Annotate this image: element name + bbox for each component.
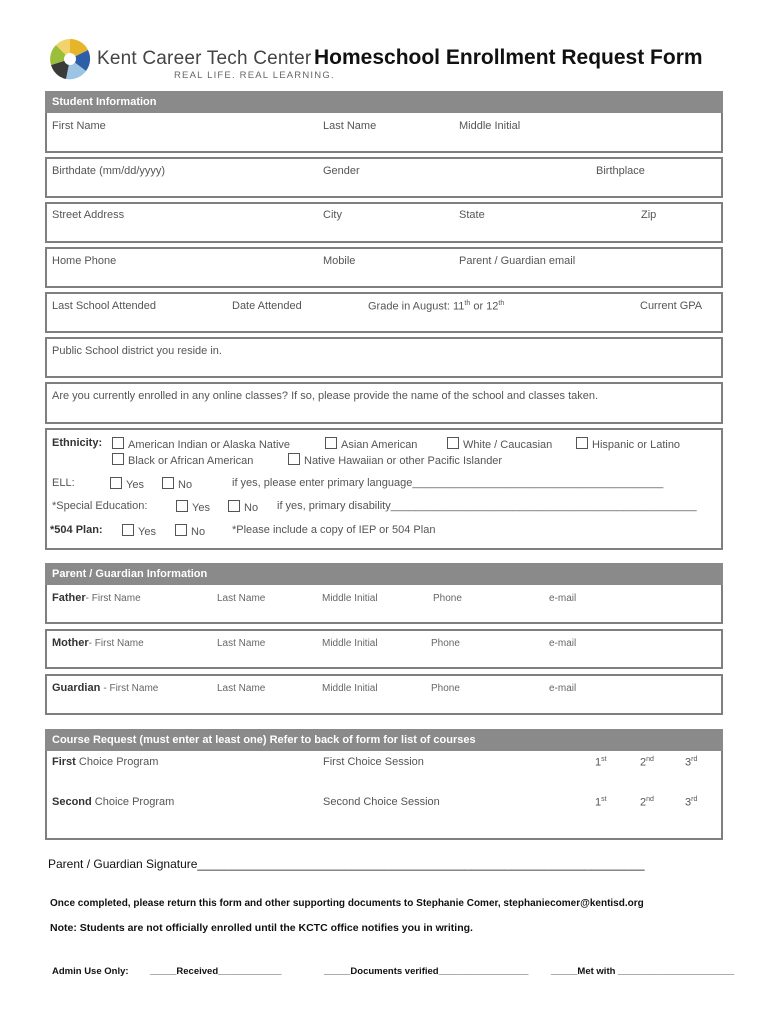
logo-tagline: REAL LIFE. REAL LEARNING. [174, 70, 335, 81]
online-classes-box[interactable] [45, 382, 723, 424]
mother-last-name: Last Name [217, 638, 266, 649]
sped-yes[interactable]: Yes [176, 500, 210, 514]
sped-no[interactable]: No [228, 500, 258, 514]
ethnicity-label: Ethnicity: [52, 437, 103, 449]
guardian-field-box[interactable] [45, 674, 723, 715]
mother-label: Mother- First Name [52, 637, 144, 649]
logo-name: Kent Career Tech Center [97, 48, 312, 69]
enrollment-note: Note: Students are not officially enrolled until the KCTC office notifies you in writing. [50, 922, 473, 934]
sped-disability-line[interactable]: if yes, primary disability__________________________________________________ [277, 500, 697, 512]
course-request-header: Course Request (must enter at least one) Refer to back of form for list of courses [45, 729, 723, 751]
guardian-label: Guardian - First Name [52, 682, 159, 694]
eth-pacific[interactable]: Native Hawaiian or other Pacific Islander [288, 453, 502, 467]
plan504-no[interactable]: No [175, 524, 205, 538]
district-label: Public School district you reside in. [52, 345, 222, 357]
guardian-middle-initial: Middle Initial [322, 683, 378, 694]
district-field-box[interactable] [45, 337, 723, 378]
parent-email-label: Parent / Guardian email [459, 255, 576, 267]
eth-hispanic[interactable]: Hispanic or Latino [576, 437, 680, 451]
zip-label: Zip [641, 209, 657, 221]
mobile-label: Mobile [323, 255, 356, 267]
checkbox[interactable] [162, 477, 174, 489]
state-label: State [459, 209, 485, 221]
gender-label: Gender [323, 165, 360, 177]
first-session-3rd[interactable]: 3rd [685, 756, 698, 769]
plan504-label: *504 Plan: [50, 524, 103, 536]
name-field-box[interactable] [45, 113, 723, 153]
grade-label: Grade in August: 11th or 12th [368, 300, 505, 313]
checkbox[interactable] [176, 500, 188, 512]
second-session-3rd[interactable]: 3rd [685, 796, 698, 809]
eth-white[interactable]: White / Caucasian [447, 437, 552, 451]
city-label: City [323, 209, 342, 221]
sped-label: *Special Education: [52, 500, 148, 512]
first-choice-program: First Choice Program [52, 756, 159, 768]
second-session-1st[interactable]: 1st [595, 796, 607, 809]
return-instructions: Once completed, please return this form and other supporting documents to Stephanie Comer, stephaniecomer@kentisd.org [50, 898, 644, 909]
mother-phone: Phone [431, 638, 460, 649]
checkbox[interactable] [112, 453, 124, 465]
checkbox[interactable] [228, 500, 240, 512]
form-title: Homeschool Enrollment Request Form [314, 46, 703, 69]
checkbox[interactable] [175, 524, 187, 536]
ell-label: ELL: [52, 477, 75, 489]
last-school-label: Last School Attended [52, 300, 156, 312]
online-classes-label: Are you currently enrolled in any online classes? If so, please provide the name of the school and classes taken. [52, 390, 599, 402]
checkbox[interactable] [288, 453, 300, 465]
second-choice-session: Second Choice Session [323, 796, 440, 808]
last-name-label: Last Name [323, 120, 377, 132]
mother-field-box[interactable] [45, 629, 723, 669]
birthplace-label: Birthplace [596, 165, 645, 177]
checkbox[interactable] [122, 524, 134, 536]
parent-info-header: Parent / Guardian Information [45, 563, 723, 585]
ell-yes[interactable]: Yes [110, 477, 144, 491]
father-field-box[interactable] [45, 585, 723, 624]
middle-initial-label: Middle Initial [459, 120, 521, 132]
date-attended-label: Date Attended [232, 300, 302, 312]
father-email: e-mail [549, 593, 577, 604]
street-label: Street Address [52, 209, 125, 221]
checkbox[interactable] [325, 437, 337, 449]
admin-documents-verified[interactable]: _____Documents verified_________________ [324, 966, 529, 977]
plan504-yes[interactable]: Yes [122, 524, 156, 538]
phone-field-box[interactable] [45, 247, 723, 288]
guardian-phone: Phone [431, 683, 460, 694]
father-last-name: Last Name [217, 593, 266, 604]
parent-signature-line[interactable]: Parent / Guardian Signature___________________________________________________________________ [48, 857, 645, 871]
birthdate-label: Birthdate (mm/dd/yyyy) [52, 165, 166, 177]
kctc-logo-icon [48, 37, 92, 81]
first-choice-session: First Choice Session [323, 756, 424, 768]
gpa-label: Current GPA [640, 300, 703, 312]
student-info-header: Student Information [45, 91, 723, 113]
second-choice-program: Second Choice Program [52, 796, 175, 808]
checkbox[interactable] [447, 437, 459, 449]
admin-use-label: Admin Use Only: [52, 966, 129, 977]
checkbox[interactable] [576, 437, 588, 449]
plan504-note: *Please include a copy of IEP or 504 Plan [232, 524, 436, 536]
eth-black[interactable]: Black or African American [112, 453, 253, 467]
father-middle-initial: Middle Initial [322, 593, 378, 604]
birth-field-box[interactable] [45, 157, 723, 198]
first-session-2nd[interactable]: 2nd [640, 756, 654, 769]
checkbox[interactable] [112, 437, 124, 449]
mother-email: e-mail [549, 638, 577, 649]
first-name-label: First Name [52, 120, 106, 132]
eth-american-indian[interactable]: American Indian or Alaska Native [112, 437, 290, 451]
admin-received[interactable]: _____Received____________ [150, 966, 282, 977]
father-phone: Phone [433, 593, 462, 604]
second-session-2nd[interactable]: 2nd [640, 796, 654, 809]
eth-asian[interactable]: Asian American [325, 437, 417, 451]
address-field-box[interactable] [45, 202, 723, 243]
guardian-last-name: Last Name [217, 683, 266, 694]
admin-met-with[interactable]: _____Met with ______________________ [551, 966, 735, 977]
guardian-email: e-mail [549, 683, 577, 694]
father-label: Father- First Name [52, 592, 141, 604]
checkbox[interactable] [110, 477, 122, 489]
ell-language-line[interactable]: if yes, please enter primary language_________________________________________ [232, 477, 664, 489]
first-session-1st[interactable]: 1st [595, 756, 607, 769]
ell-no[interactable]: No [162, 477, 192, 491]
mother-middle-initial: Middle Initial [322, 638, 378, 649]
home-phone-label: Home Phone [52, 255, 117, 267]
